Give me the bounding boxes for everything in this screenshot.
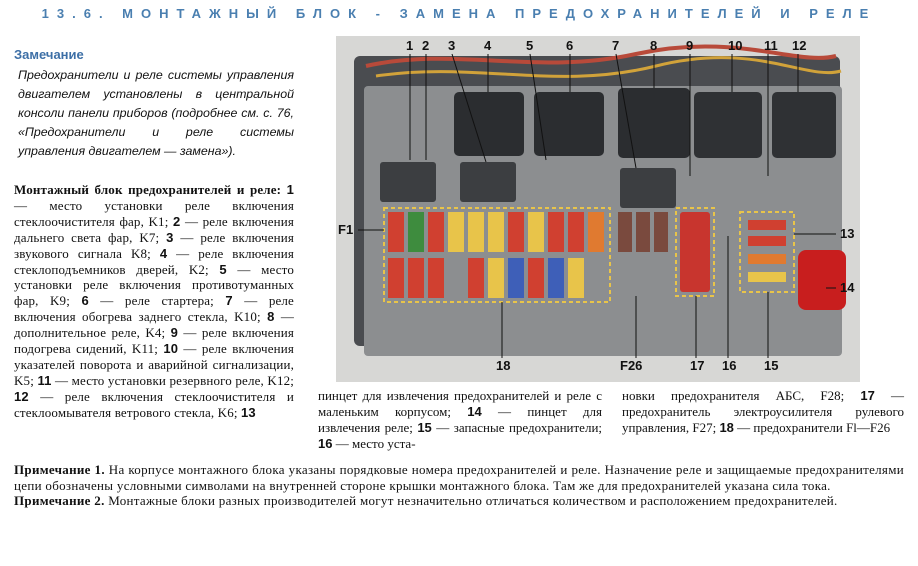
photo-label: 15 [764,358,779,373]
relay [694,92,762,158]
legend-title: Монтажный блок предохранителей и реле: [14,182,282,197]
note-body: Предохранители и реле системы управления двигателем установлены в центральной консоли панели приборов (подробнее см. с. 76, «Предохранители и реле системы управления двигателем — замена»). [18,68,294,158]
page-header: 13.6. МОНТАЖНЫЙ БЛОК - ЗАМЕНА ПРЕДОХРАНИТЕЛЕЙ И РЕЛЕ [41,6,877,21]
photo-label: 16 [722,358,737,373]
legend-column-1 [14,182,294,421]
legend-column-3 [622,388,904,436]
photo-label: F1 [338,222,354,237]
fuse-box-photo [336,36,860,382]
legend-num: 3 [166,229,174,245]
photo-label: 18 [496,358,511,373]
legend-text: — место установки реле включения противотуманных фар, K9; [14,261,294,309]
legend-text: новки предохранителя АБС, F28; [622,388,845,403]
legend-text: — дополнительное реле, K4; [14,309,295,341]
legend-num: 15 [417,419,432,435]
legend-num: 4 [159,245,168,261]
relay [454,92,524,156]
photo-label: 7 [612,38,620,53]
legend-num: 5 [219,261,227,277]
photo-label: 4 [484,38,492,53]
legend-text: — место уста- [335,435,416,451]
legend-text: — предохранители Fl—F26 [737,419,891,435]
note-2-label: Примечание 2. [14,493,105,508]
photo-label: 2 [422,38,430,53]
relay-socket [460,162,516,202]
legend-text: — реле включения подогрева сидений, K11; [14,325,294,357]
legend-num: 18 [719,419,734,435]
legend-num: 6 [81,293,89,309]
legend-num: 16 [318,435,333,451]
legend-text: — место установки реле включения стеклоочистителя фар, K1; [14,197,294,229]
photo-label: 5 [526,38,534,53]
legend-text: — реле стартера; [100,293,214,309]
photo-label: 10 [728,38,743,53]
relay-socket [380,162,436,202]
photo-label: 13 [840,226,855,241]
photo-label: 6 [566,38,574,53]
photo-label: 3 [448,38,456,53]
fuse-row-1 [388,212,668,252]
notes-block [14,462,904,509]
legend-text: — реле включения звукового сигнала K8; [14,229,294,261]
relay-puller [798,250,846,310]
legend-num: 7 [225,293,233,309]
photo-label: F26 [620,358,643,373]
legend-text: — пинцет для извлечения реле; [318,403,603,435]
relay [772,92,836,158]
legend-num: 9 [170,325,179,341]
legend-text: — реле включения указателей поворота и аварийной сигнализации, K5; [14,341,294,388]
note-1-text: На корпусе монтажного блока указаны порядковые номера предохранителей и реле. Назначение реле и защищаемые предохранителями цепи обозначены условными символами на внутренней стороне крышки монтажного блока. Там же для предохранителей указана сила тока. [14,462,904,493]
photo-label: 17 [690,358,705,373]
legend-text: — реле включения стеклоподъемников дверей, K2; [14,245,295,277]
photo-label: 8 [650,38,658,53]
legend-text: — предохранитель электроусилителя рулевого управления, F27; [622,388,905,435]
legend-text: — место установки резервного реле, K12; [54,372,294,388]
note-2-text: Монтажные блоки разных производителей могут незначительно отличаться количеством и расположением предохранителей. [108,493,838,508]
legend-text: — реле включения дальнего света фар, K7; [14,213,295,245]
note-title: Замечание [14,47,84,62]
legend-num: 11 [37,372,52,388]
relay [618,88,690,158]
legend-num: 2 [173,213,181,229]
maxi-fuse-f27 [680,212,710,292]
legend-num: 10 [163,341,179,357]
relay [534,92,604,156]
legend-num: 13 [241,404,256,420]
photo-label: 1 [406,38,414,53]
legend-num: 12 [14,388,29,404]
legend-num: 14 [467,403,482,419]
photo-label: 14 [840,280,855,295]
photo-label: 12 [792,38,807,53]
legend-num: 1 [286,182,294,197]
note-1-label: Примечание 1. [14,462,105,477]
legend-text: — запасные предохранители; [436,419,603,435]
photo-label: 9 [686,38,694,53]
legend-column-2 [318,388,602,452]
photo-label: 11 [764,38,778,53]
legend-text: — реле включения обогрева заднего стекла, K10; [14,293,294,325]
legend-num: 8 [267,309,275,325]
relay-socket [620,168,676,208]
legend-text: пинцет для извлечения предохранителей и реле с маленьким корпусом; [318,388,602,419]
legend-text: — реле включения стеклоочистителя и стеклоомывателя ветрового стекла, K6; [14,388,294,420]
legend-num: 17 [860,388,875,403]
